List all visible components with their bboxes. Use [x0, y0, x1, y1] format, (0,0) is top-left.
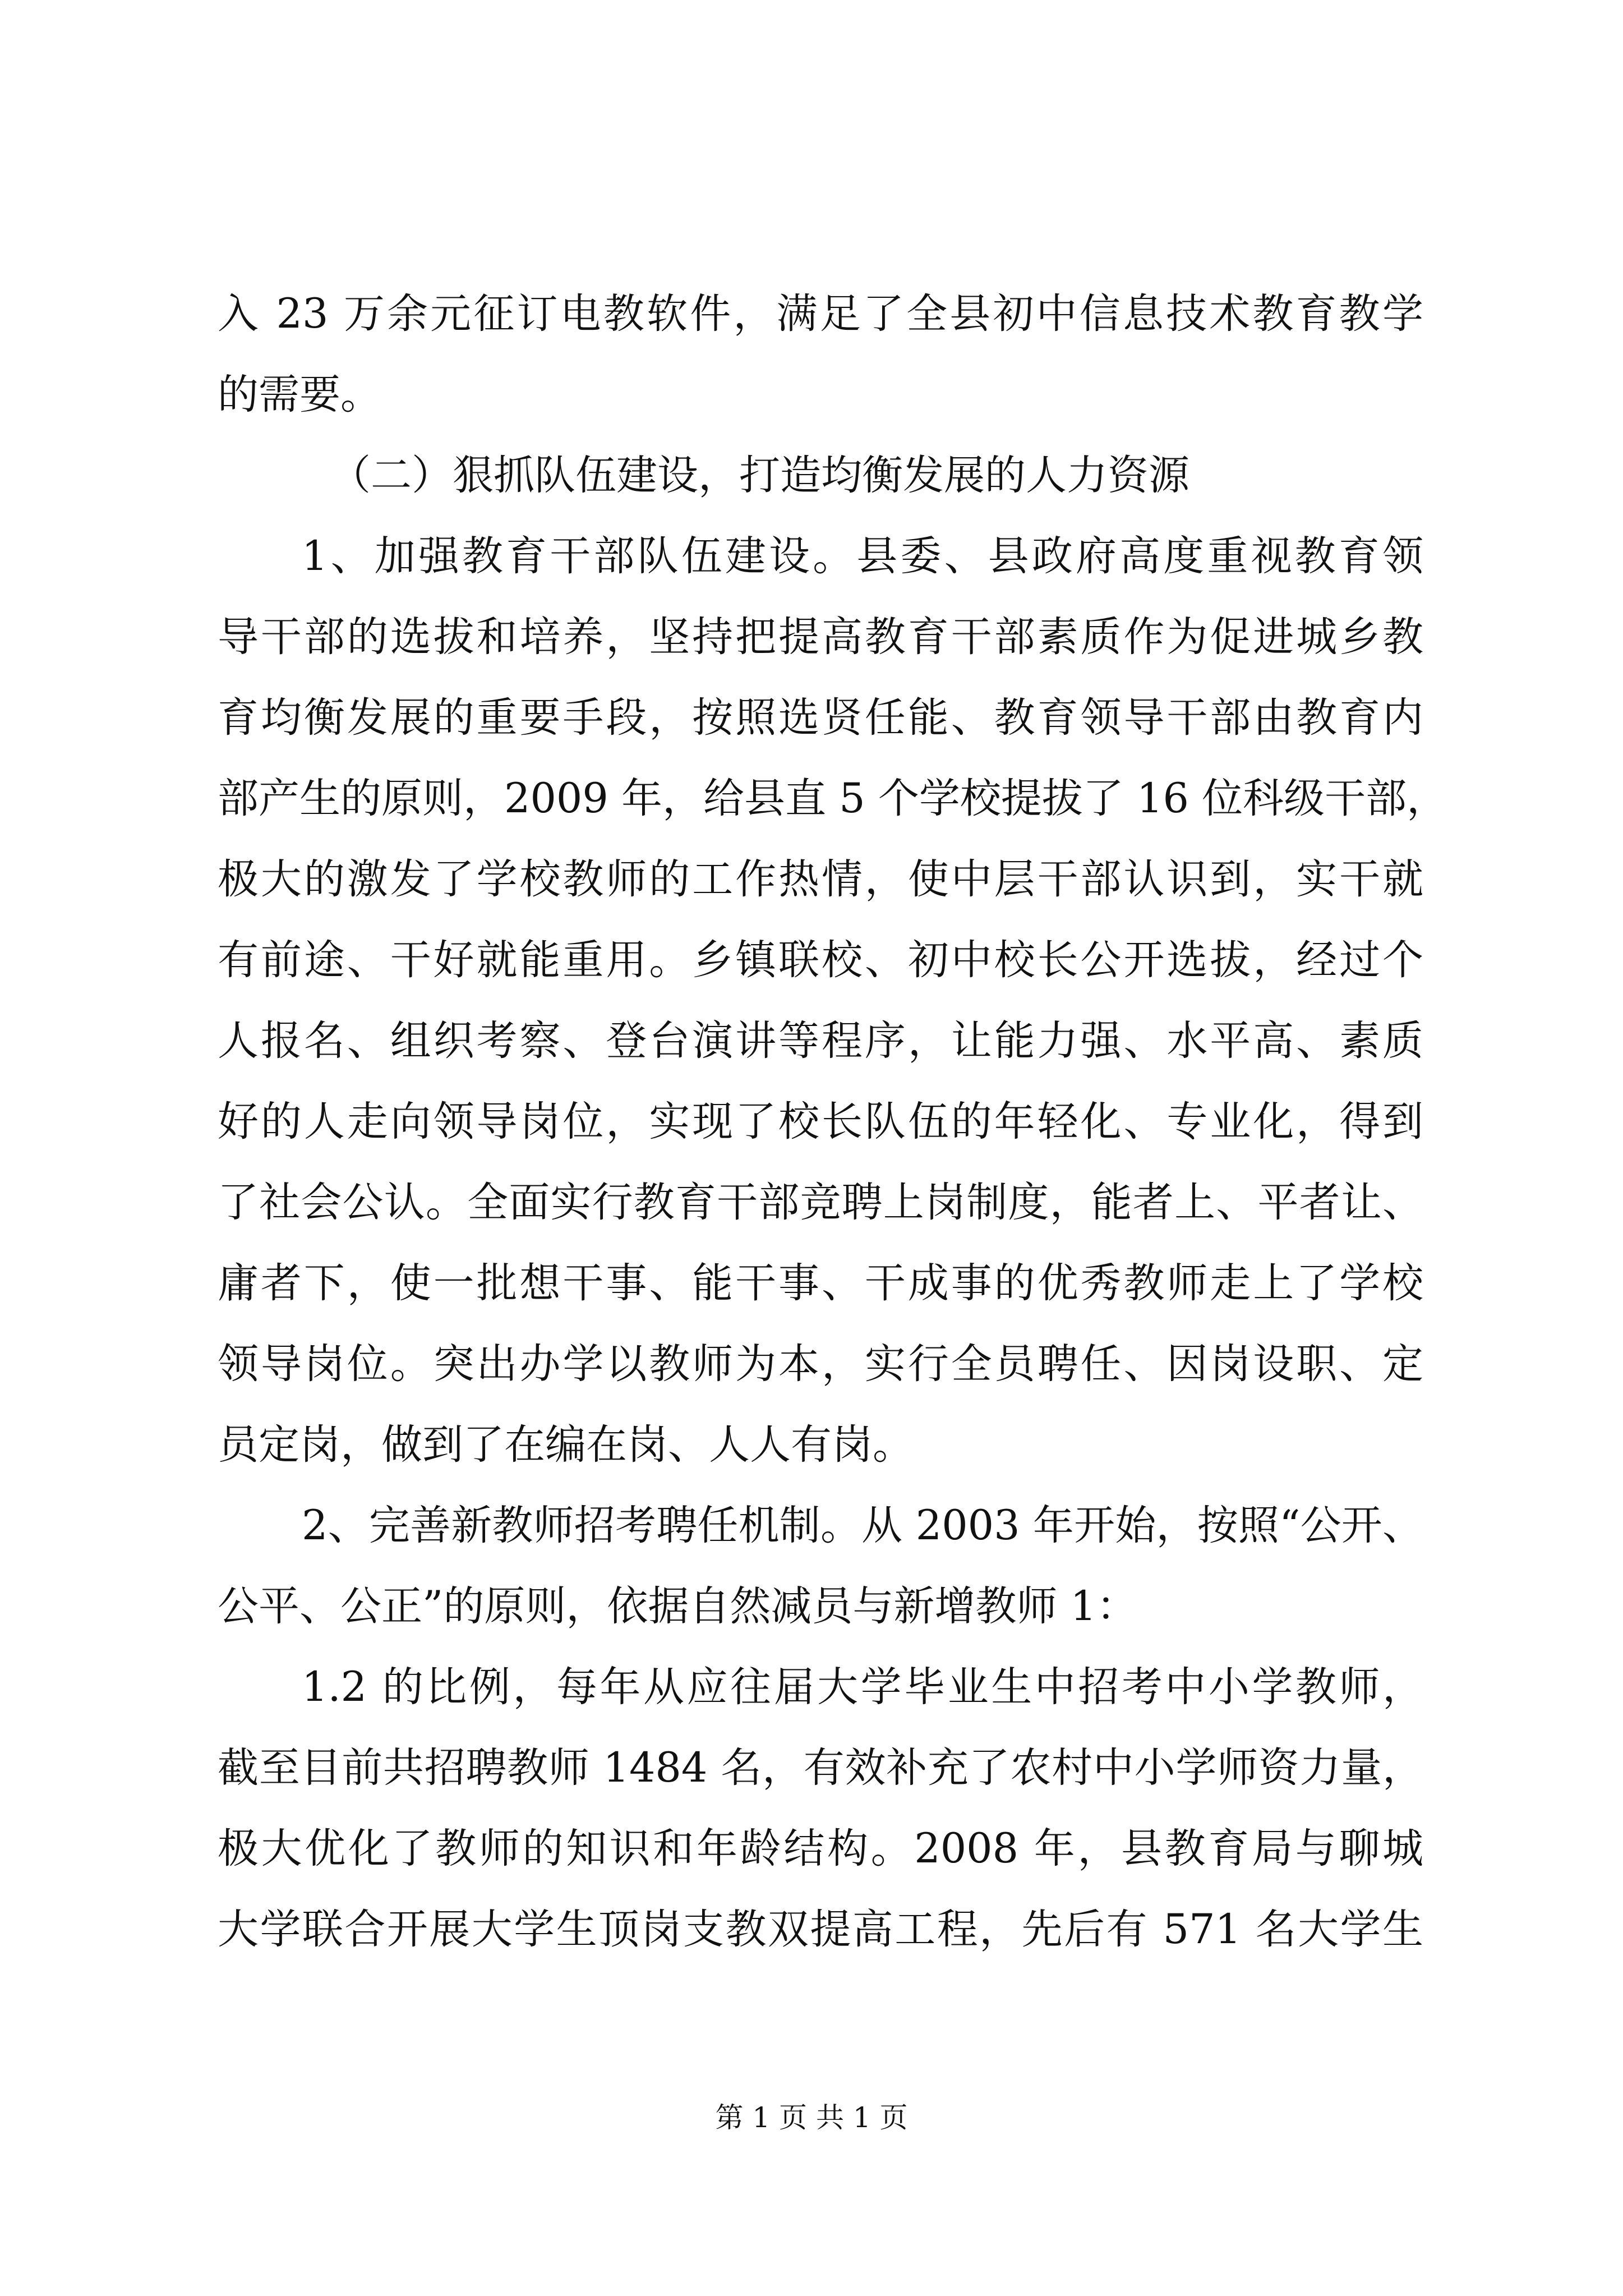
text-line: 公平、公正”的原则，依据自然减员与新增教师 1：: [218, 1582, 1137, 1630]
text-line: 育均衡发展的重要手段，按照选贤任能、教育领导干部由教育内: [218, 694, 1423, 742]
text-line: 员定岗，做到了在编在岗、人人有岗。: [218, 1421, 914, 1469]
text-line: 人报名、组织考察、登台演讲等程序，让能力强、水平高、素质: [218, 1017, 1423, 1065]
text-line: 大学联合开展大学生顶岗支教双提高工程，先后有 571 名大学生: [218, 1906, 1423, 1953]
text-line: 部产生的原则，2009 年，给县直 5 个学校提拔了 16 位科级干部，: [218, 775, 1448, 822]
text-line: 庸者下，使一批想干事、能干事、干成事的优秀教师走上了学校: [218, 1259, 1423, 1307]
text-line: 导干部的选拔和培养，坚持把提高教育干部素质作为促进城乡教: [218, 613, 1423, 661]
text-line: 极大优化了教师的知识和年龄结构。2008 年，县教育局与聊城: [218, 1825, 1423, 1872]
text-line: 1.2 的比例，每年从应往届大学毕业生中招考中小学教师，: [302, 1663, 1423, 1711]
text-line: 入 23 万余元征订电教软件，满足了全县初中信息技术教育教学: [218, 290, 1423, 338]
page-number-footer: 第 1 页 共 1 页: [715, 2101, 908, 2134]
text-line: 截至目前共招聘教师 1484 名，有效补充了农村中小学师资力量，: [218, 1744, 1423, 1792]
document-body: [218, 286, 1448, 1982]
text-line: 了社会公认。全面实行教育干部竞聘上岗制度，能者上、平者让、: [218, 1179, 1423, 1226]
text-line: 有前途、干好就能重用。乡镇联校、初中校长公开选拔，经过个: [218, 936, 1423, 984]
text-line: 领导岗位。突出办学以教师为本，实行全员聘任、因岗设职、定: [218, 1340, 1423, 1388]
text-line: 1、加强教育干部队伍建设。县委、县政府高度重视教育领: [302, 532, 1423, 580]
text-line: 极大的激发了学校教师的工作热情，使中层干部认识到，实干就: [218, 855, 1423, 903]
text-line: 好的人走向领导岗位，实现了校长队伍的年轻化、专业化，得到: [218, 1098, 1423, 1145]
text-line: 的需要。: [218, 371, 381, 418]
text-line: 2、完善新教师招考聘任机制。从 2003 年开始，按照“公开、: [302, 1502, 1423, 1549]
section-heading: （二）狠抓队伍建设，打造均衡发展的人力资源: [330, 452, 1189, 499]
